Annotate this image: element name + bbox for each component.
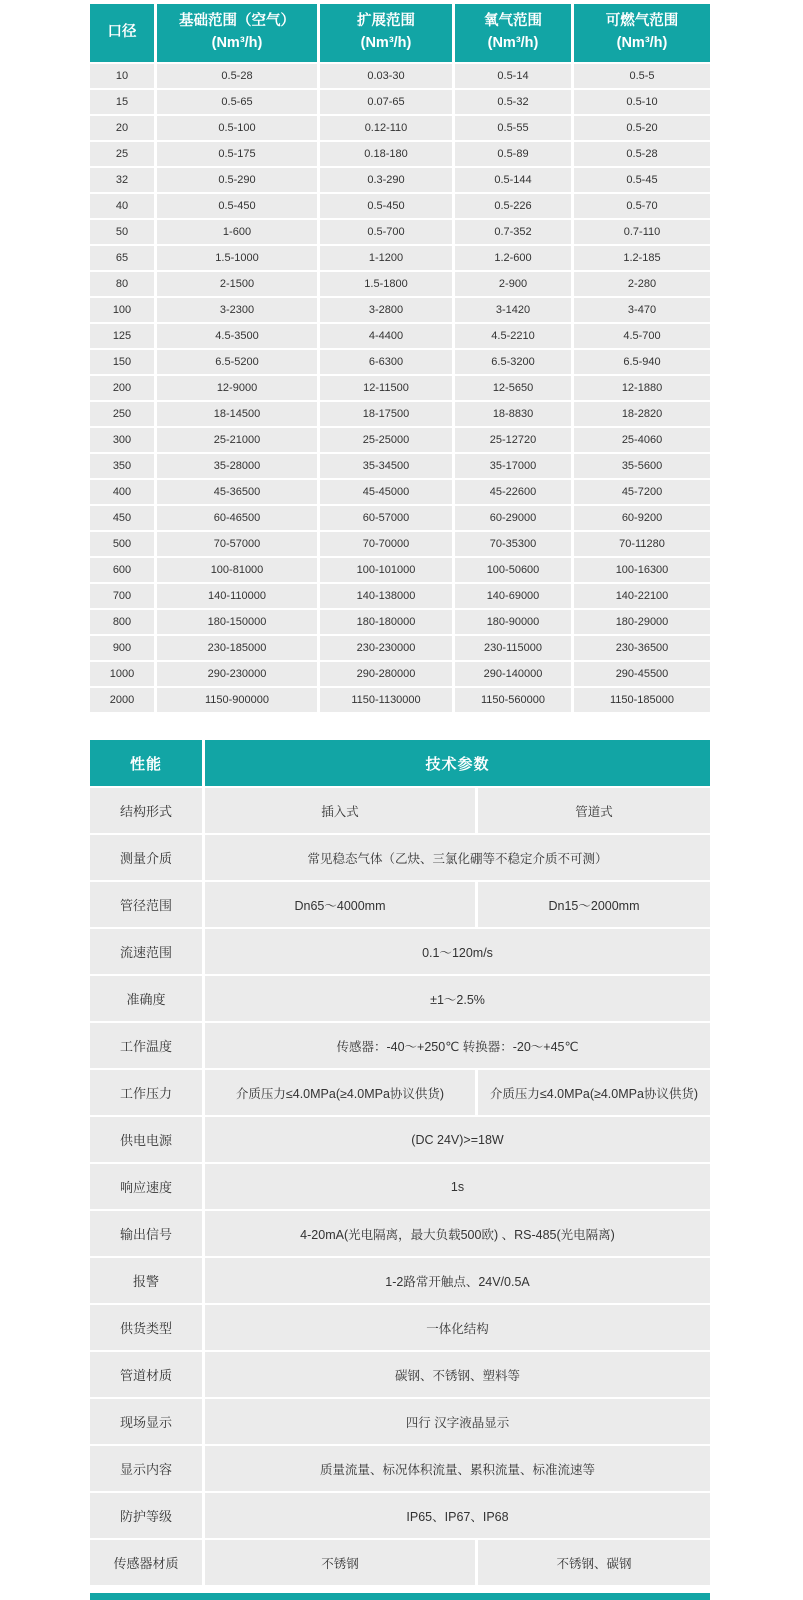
flow-table-cell: 0.5-5 [574, 64, 710, 88]
spec-table-header [90, 740, 710, 786]
flow-table-cell: 180-90000 [455, 610, 571, 634]
flow-table-row [90, 454, 710, 478]
flow-table-cell: 0.18-180 [320, 142, 452, 166]
flow-table-cell: 3-470 [574, 298, 710, 322]
spec-table-row [90, 929, 710, 974]
flow-table-cell: 300 [90, 428, 154, 452]
flow-table-cell: 80 [90, 272, 154, 296]
flow-table-cell: 140-110000 [157, 584, 317, 608]
spec-row-value: 1-2路常开触点、24V/0.5A [205, 1258, 710, 1303]
flow-table-row [90, 558, 710, 582]
flow-table-cell: 3-1420 [455, 298, 571, 322]
spec-table-body [90, 788, 710, 1585]
spec-row-value: 介质压力≤4.0MPa(≥4.0MPa协议供货) [205, 1070, 475, 1115]
spec-row-label: 显示内容 [90, 1446, 202, 1491]
flow-table-cell: 4.5-700 [574, 324, 710, 348]
flow-table-row [90, 376, 710, 400]
flow-table-cell: 6.5-940 [574, 350, 710, 374]
flow-table-cell: 70-57000 [157, 532, 317, 556]
flow-table-row [90, 532, 710, 556]
flow-table-row [90, 584, 710, 608]
spec-row-value: 插入式 [205, 788, 475, 833]
spec-row-label: 防护等级 [90, 1493, 202, 1538]
flow-table-cell: 230-115000 [455, 636, 571, 660]
flow-column-header: 基础范围（空气） (Nm³/h) [157, 4, 317, 62]
spec-table-row [90, 1540, 710, 1585]
flow-table-cell: 0.03-30 [320, 64, 452, 88]
flow-table-cell: 900 [90, 636, 154, 660]
flow-table-cell: 18-14500 [157, 402, 317, 426]
flow-table-cell: 0.5-450 [320, 194, 452, 218]
spec-row-label: 报警 [90, 1258, 202, 1303]
flow-table-cell: 3-2800 [320, 298, 452, 322]
flow-table-cell: 0.5-100 [157, 116, 317, 140]
flow-table-row [90, 168, 710, 192]
flow-table-cell: 25 [90, 142, 154, 166]
flow-table-cell: 0.5-89 [455, 142, 571, 166]
spec-table-row [90, 835, 710, 880]
flow-table-row [90, 324, 710, 348]
flow-table-row [90, 298, 710, 322]
spec-header-performance: 性能 [90, 740, 202, 786]
flow-table-cell: 0.5-700 [320, 220, 452, 244]
flow-table-cell: 4-4400 [320, 324, 452, 348]
spec-row-value: IP65、IP67、IP68 [205, 1493, 710, 1538]
spec-table-row [90, 1305, 710, 1350]
flow-table-cell: 45-22600 [455, 480, 571, 504]
flow-table-cell: 0.5-14 [455, 64, 571, 88]
flow-table-row [90, 142, 710, 166]
spec-row-label: 管径范围 [90, 882, 202, 927]
flow-table-cell: 0.7-352 [455, 220, 571, 244]
flow-table-row [90, 636, 710, 660]
flow-table-cell: 230-230000 [320, 636, 452, 660]
flow-table-cell: 18-17500 [320, 402, 452, 426]
spec-row-value: 常见稳态气体（乙炔、三氯化硼等不稳定介质不可测） [205, 835, 710, 880]
flow-table-cell: 15 [90, 90, 154, 114]
spec-row-value: 4-20mA(光电隔离，最大负载500欧) 、RS-485(光电隔离) [205, 1211, 710, 1256]
flow-table-cell: 0.07-65 [320, 90, 452, 114]
flow-table-cell: 100-16300 [574, 558, 710, 582]
flow-table-cell: 12-9000 [157, 376, 317, 400]
flow-table-cell: 1000 [90, 662, 154, 686]
flow-range-table [90, 4, 710, 712]
spec-row-value: 传感器：-40～+250℃ 转换器：-20～+45℃ [205, 1023, 710, 1068]
flow-table-cell: 600 [90, 558, 154, 582]
flow-column-header: 扩展范围 (Nm³/h) [320, 4, 452, 62]
flow-table-cell: 100-101000 [320, 558, 452, 582]
flow-table-cell: 230-185000 [157, 636, 317, 660]
spec-row-label: 结构形式 [90, 788, 202, 833]
flow-table-cell: 18-2820 [574, 402, 710, 426]
flow-table-cell: 18-8830 [455, 402, 571, 426]
flow-table-cell: 0.5-55 [455, 116, 571, 140]
flow-table-cell: 25-4060 [574, 428, 710, 452]
flow-table-cell: 45-45000 [320, 480, 452, 504]
flow-table-cell: 6-6300 [320, 350, 452, 374]
flow-table-cell: 250 [90, 402, 154, 426]
spec-table-row [90, 1164, 710, 1209]
flow-table-cell: 0.5-20 [574, 116, 710, 140]
spec-table-row [90, 1493, 710, 1538]
flow-table-cell: 12-11500 [320, 376, 452, 400]
spec-table-row [90, 1211, 710, 1256]
flow-table-cell: 0.5-226 [455, 194, 571, 218]
flow-table-row [90, 506, 710, 530]
flow-table-cell: 0.5-70 [574, 194, 710, 218]
flow-table-cell: 2-900 [455, 272, 571, 296]
flow-table-cell: 2000 [90, 688, 154, 712]
flow-table-cell: 100 [90, 298, 154, 322]
flow-table-cell: 4.5-2210 [455, 324, 571, 348]
spec-table-row [90, 882, 710, 927]
flow-table-cell: 10 [90, 64, 154, 88]
flow-table-cell: 1150-900000 [157, 688, 317, 712]
spec-row-label: 供货类型 [90, 1305, 202, 1350]
flow-table-cell: 1150-560000 [455, 688, 571, 712]
spec-row-value: Dn65～4000mm [205, 882, 475, 927]
spec-row-label: 流速范围 [90, 929, 202, 974]
flow-table-cell: 350 [90, 454, 154, 478]
flow-column-header: 口径 [90, 4, 154, 62]
spec-row-label: 响应速度 [90, 1164, 202, 1209]
flow-table-cell: 70-35300 [455, 532, 571, 556]
flow-table-cell: 32 [90, 168, 154, 192]
flow-table-cell: 290-230000 [157, 662, 317, 686]
flow-table-cell: 35-5600 [574, 454, 710, 478]
flow-table-cell: 100-50600 [455, 558, 571, 582]
flow-table-row [90, 662, 710, 686]
flow-table-cell: 180-29000 [574, 610, 710, 634]
spec-row-label: 供电电源 [90, 1117, 202, 1162]
flow-table-cell: 230-36500 [574, 636, 710, 660]
flow-table-cell: 2-1500 [157, 272, 317, 296]
flow-table-cell: 200 [90, 376, 154, 400]
spec-row-label: 工作压力 [90, 1070, 202, 1115]
flow-table-cell: 60-46500 [157, 506, 317, 530]
spec-table-row [90, 1399, 710, 1444]
flow-table-cell: 70-11280 [574, 532, 710, 556]
spec-row-value: ±1～2.5% [205, 976, 710, 1021]
spec-row-label: 传感器材质 [90, 1540, 202, 1585]
flow-table-cell: 290-140000 [455, 662, 571, 686]
spec-row-label: 输出信号 [90, 1211, 202, 1256]
flow-table-cell: 290-45500 [574, 662, 710, 686]
spec-table-row [90, 1070, 710, 1115]
flow-table-row [90, 480, 710, 504]
flow-column-header: 可燃气范围 (Nm³/h) [574, 4, 710, 62]
flow-table-row [90, 194, 710, 218]
flow-table-cell: 1-1200 [320, 246, 452, 270]
flow-table-cell: 0.5-45 [574, 168, 710, 192]
flow-table-row [90, 402, 710, 426]
flow-table-cell: 1.5-1000 [157, 246, 317, 270]
flow-table-cell: 0.3-290 [320, 168, 452, 192]
flow-table-cell: 0.5-28 [157, 64, 317, 88]
flow-table-cell: 140-138000 [320, 584, 452, 608]
spec-header-parameters: 技术参数 [205, 740, 710, 786]
flow-table-cell: 12-1880 [574, 376, 710, 400]
flow-table-cell: 6.5-5200 [157, 350, 317, 374]
spec-table-row [90, 1023, 710, 1068]
spec-row-value: 介质压力≤4.0MPa(≥4.0MPa协议供货) [478, 1070, 710, 1115]
spec-table-row [90, 1258, 710, 1303]
flow-table-row [90, 688, 710, 712]
flow-table-cell: 60-29000 [455, 506, 571, 530]
flow-table-cell: 1150-185000 [574, 688, 710, 712]
flow-table-cell: 1-600 [157, 220, 317, 244]
flow-table-body [90, 64, 710, 712]
flow-column-header: 氧气范围 (Nm³/h) [455, 4, 571, 62]
flow-table-row [90, 350, 710, 374]
spec-row-value: 碳钢、不锈钢、塑料等 [205, 1352, 710, 1397]
flow-table-cell: 2-280 [574, 272, 710, 296]
flow-table-header [90, 4, 710, 62]
flow-table-cell: 0.7-110 [574, 220, 710, 244]
flow-table-cell: 25-25000 [320, 428, 452, 452]
spec-table-row [90, 1446, 710, 1491]
spec-row-label: 管道材质 [90, 1352, 202, 1397]
flow-table-cell: 35-17000 [455, 454, 571, 478]
flow-table-cell: 25-12720 [455, 428, 571, 452]
flow-table-cell: 65 [90, 246, 154, 270]
flow-table-cell: 140-69000 [455, 584, 571, 608]
spec-row-value: 1s [205, 1164, 710, 1209]
flow-table-cell: 290-280000 [320, 662, 452, 686]
flow-table-cell: 500 [90, 532, 154, 556]
spec-row-value: 管道式 [478, 788, 710, 833]
flow-table-cell: 60-9200 [574, 506, 710, 530]
flow-table-cell: 45-36500 [157, 480, 317, 504]
flow-table-cell: 35-28000 [157, 454, 317, 478]
flow-table-cell: 180-180000 [320, 610, 452, 634]
flow-table-row [90, 246, 710, 270]
flow-table-cell: 6.5-3200 [455, 350, 571, 374]
spec-table-row [90, 1352, 710, 1397]
spec-table-row [90, 788, 710, 833]
spec-row-value: 四行 汉字液晶显示 [205, 1399, 710, 1444]
spec-row-value: 不锈钢 [205, 1540, 475, 1585]
spec-row-value: 0.1～120m/s [205, 929, 710, 974]
flow-table-cell: 0.5-175 [157, 142, 317, 166]
flow-table-cell: 125 [90, 324, 154, 348]
flow-table-cell: 0.5-32 [455, 90, 571, 114]
flow-table-cell: 20 [90, 116, 154, 140]
flow-table-cell: 1150-1130000 [320, 688, 452, 712]
flow-table-row [90, 610, 710, 634]
flow-table-cell: 700 [90, 584, 154, 608]
flow-table-row [90, 90, 710, 114]
flow-table-cell: 0.5-10 [574, 90, 710, 114]
flow-table-cell: 400 [90, 480, 154, 504]
flow-table-cell: 45-7200 [574, 480, 710, 504]
flow-table-cell: 50 [90, 220, 154, 244]
flow-table-cell: 1.2-600 [455, 246, 571, 270]
flow-table-cell: 1.2-185 [574, 246, 710, 270]
flow-table-cell: 150 [90, 350, 154, 374]
spec-row-label: 准确度 [90, 976, 202, 1021]
spec-table [90, 740, 710, 1585]
flow-table-cell: 70-70000 [320, 532, 452, 556]
flow-table-row [90, 272, 710, 296]
flow-table-cell: 450 [90, 506, 154, 530]
flow-table-cell: 140-22100 [574, 584, 710, 608]
flow-table-cell: 12-5650 [455, 376, 571, 400]
flow-table-cell: 0.12-110 [320, 116, 452, 140]
spec-table-row [90, 976, 710, 1021]
flow-table-cell: 180-150000 [157, 610, 317, 634]
flow-table-cell: 60-57000 [320, 506, 452, 530]
flow-table-cell: 0.5-65 [157, 90, 317, 114]
flow-table-cell: 3-2300 [157, 298, 317, 322]
flow-table-cell: 100-81000 [157, 558, 317, 582]
flow-table-row [90, 116, 710, 140]
spec-row-label: 现场显示 [90, 1399, 202, 1444]
flow-table-cell: 0.5-144 [455, 168, 571, 192]
flow-table-cell: 0.5-450 [157, 194, 317, 218]
flow-table-cell: 0.5-290 [157, 168, 317, 192]
next-section-header-partial [90, 1593, 710, 1600]
flow-table-row [90, 64, 710, 88]
flow-table-cell: 0.5-28 [574, 142, 710, 166]
flow-table-cell: 1.5-1800 [320, 272, 452, 296]
flow-table-cell: 40 [90, 194, 154, 218]
flow-table-row [90, 428, 710, 452]
spec-row-value: 不锈钢、碳钢 [478, 1540, 710, 1585]
spec-row-value: (DC 24V)>=18W [205, 1117, 710, 1162]
spec-row-value: Dn15～2000mm [478, 882, 710, 927]
spec-table-row [90, 1117, 710, 1162]
flow-table-cell: 4.5-3500 [157, 324, 317, 348]
flow-table-cell: 25-21000 [157, 428, 317, 452]
spec-row-value: 一体化结构 [205, 1305, 710, 1350]
flow-table-cell: 35-34500 [320, 454, 452, 478]
flow-table-cell: 800 [90, 610, 154, 634]
flow-table-row [90, 220, 710, 244]
spec-row-label: 测量介质 [90, 835, 202, 880]
spec-row-value: 质量流量、标况体积流量、累积流量、标准流速等 [205, 1446, 710, 1491]
spec-row-label: 工作温度 [90, 1023, 202, 1068]
